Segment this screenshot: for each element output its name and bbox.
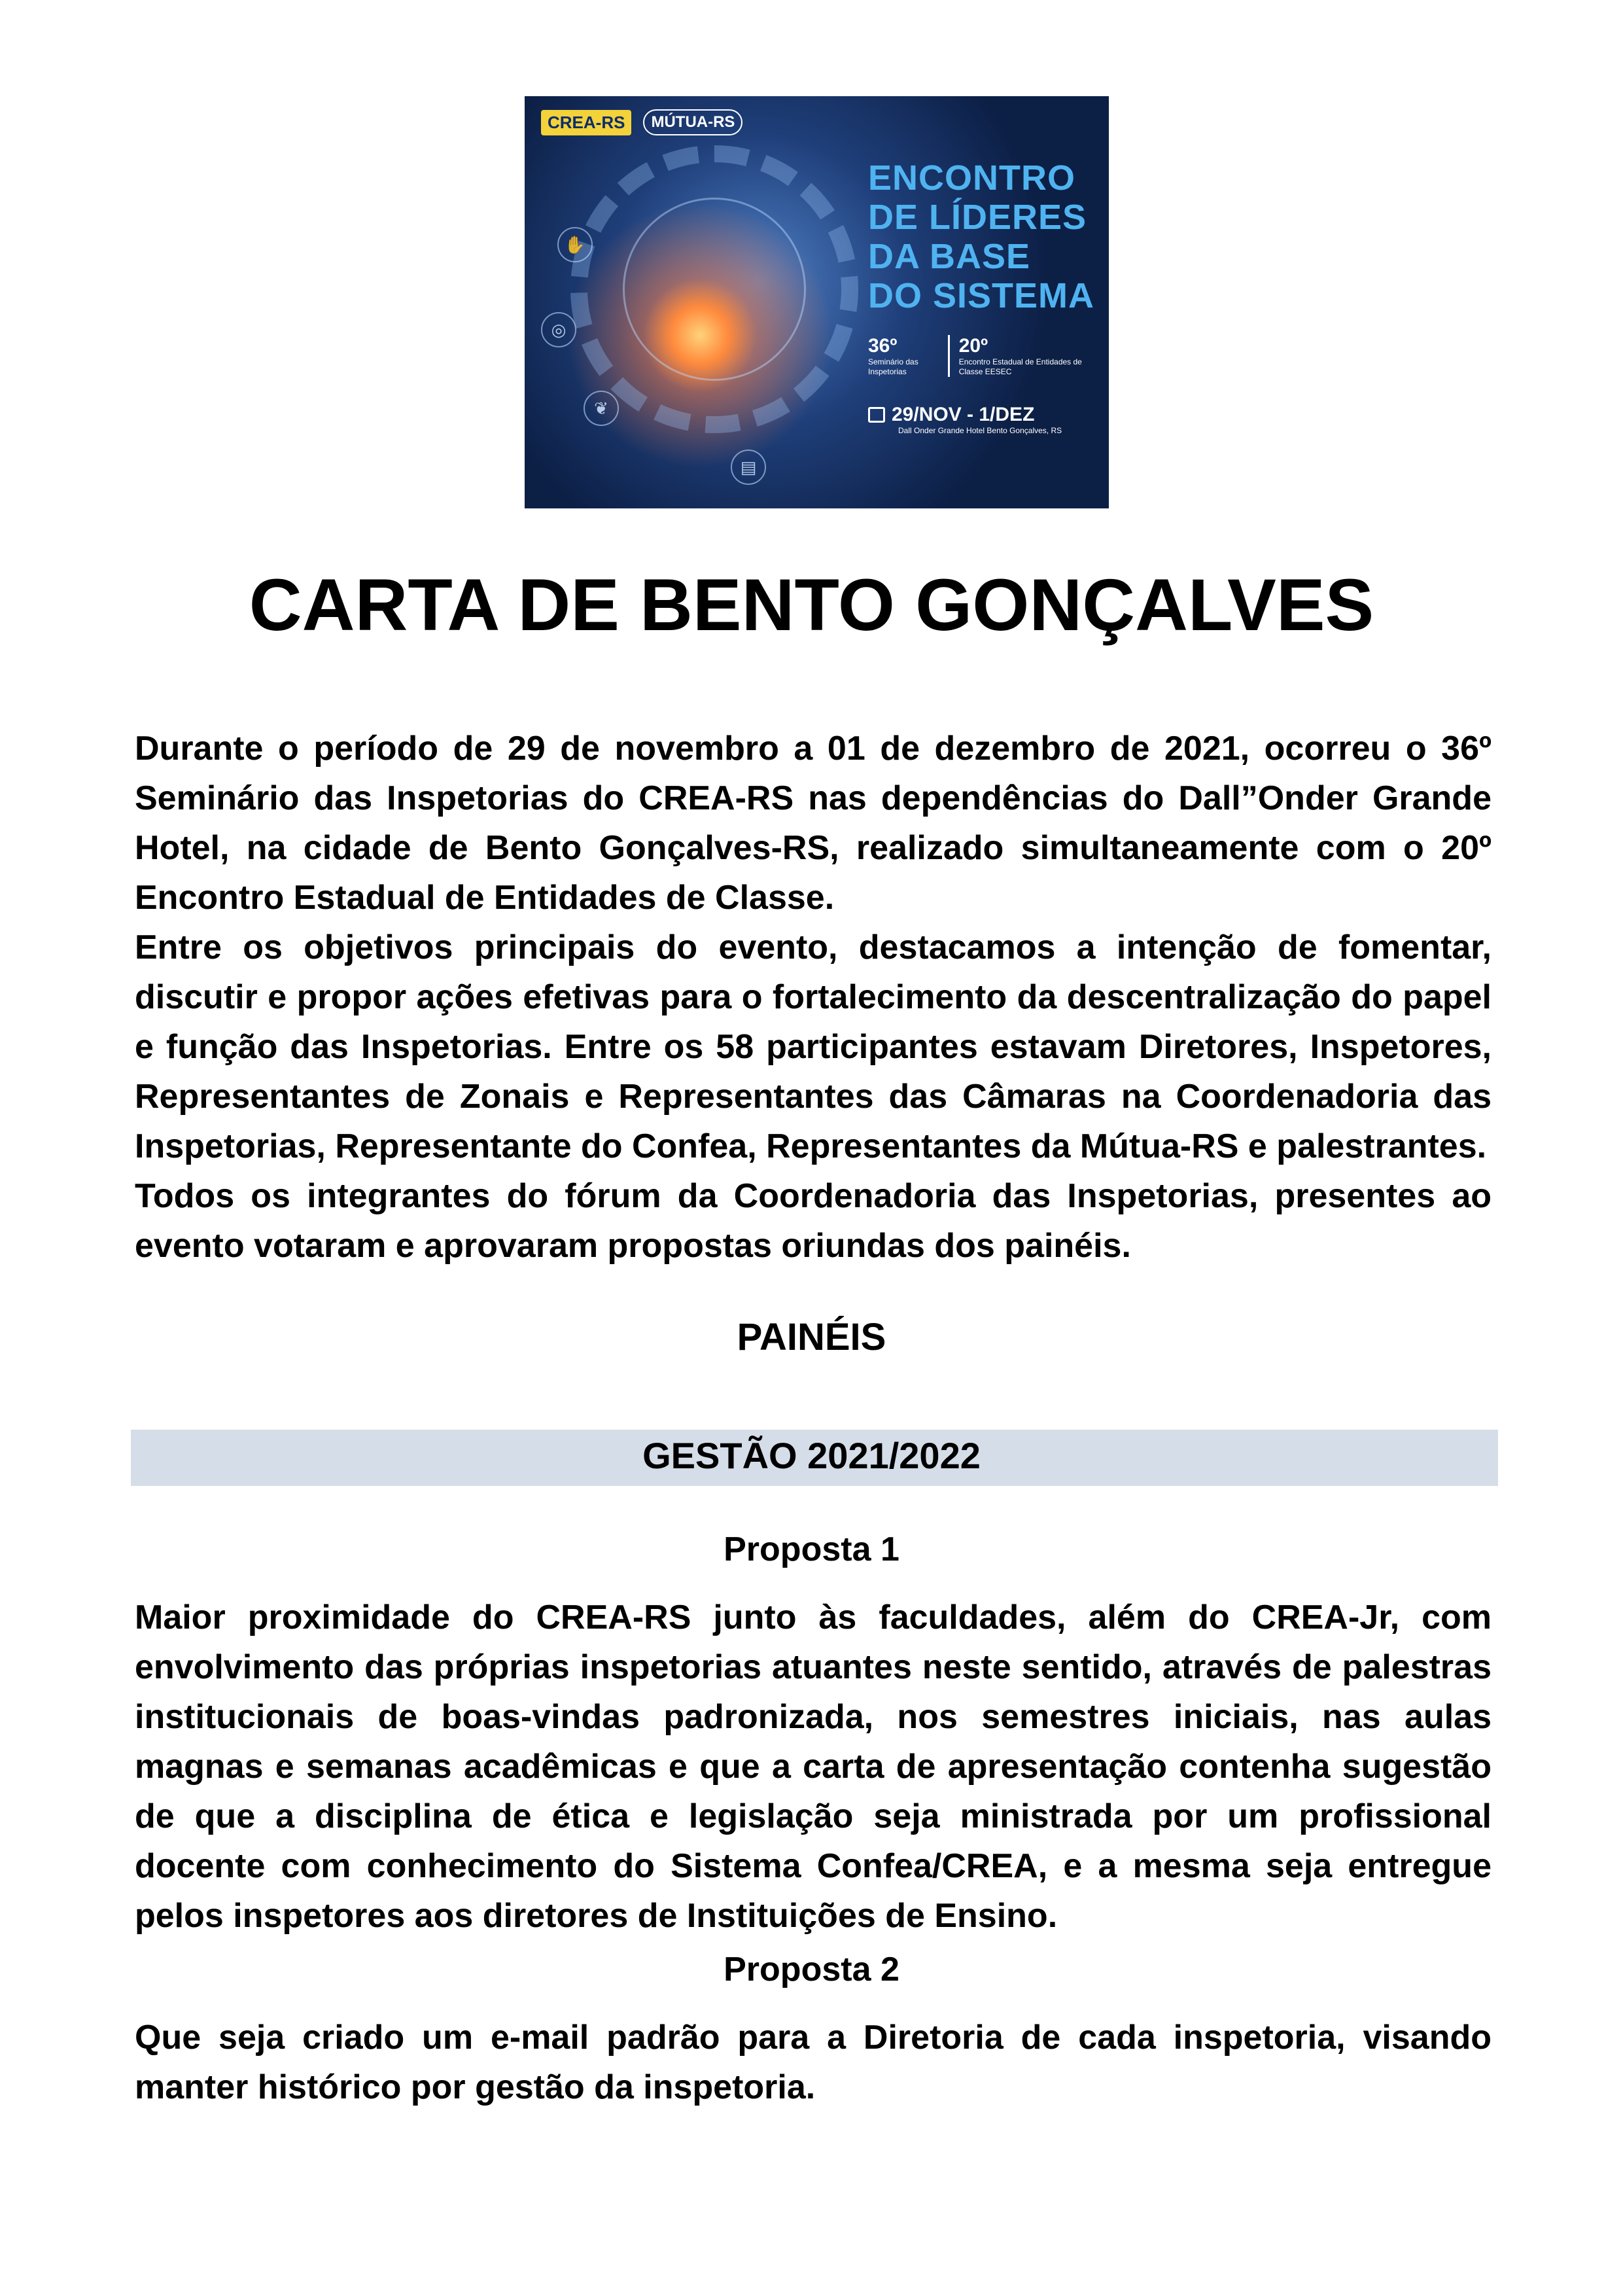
banner-events bbox=[868, 335, 1097, 377]
intro-paragraph-2: Entre os objetivos principais do evento, destacamos a intenção de fomentar, discutir e propor ações efetivas para o fortalecimento da descentralização do papel e função das Inspetorias. Entre os 58 participantes estavam Diretores, Inspetores, Representantes de Zonais e Representantes das Câmaras na Coordenadoria das Inspetorias, Representante do Confea, Representantes da Mútua-RS e palestrantes. bbox=[135, 928, 1492, 1165]
calendar-icon bbox=[868, 407, 885, 423]
proposal-2-text: Que seja criado um e-mail padrão para a Diretoria de cada inspetoria, visando manter histórico por gestão da inspetoria. bbox=[135, 2019, 1492, 2106]
panel-heading: GESTÃO 2021/2022 bbox=[642, 1435, 981, 1476]
proposal-1-label: Proposta 1 bbox=[724, 1530, 899, 1568]
seminar-info bbox=[868, 335, 948, 377]
banner-title-line: DE LÍDERES bbox=[868, 198, 1087, 237]
banner-title-line: DA BASE bbox=[868, 237, 1031, 276]
intro-paragraph-1: Durante o período de 29 de novembro a 01 de dezembro de 2021, ocorreu o 36º Seminário das Inspetorias do CREA-RS nas dependências do Dall”Onder Grande Hotel, na cidade de Bento Gonçalves-RS, realizado simultaneamente com o 20º Encontro Estadual de Entidades de Classe. bbox=[135, 730, 1492, 917]
leaf-icon: ❦ bbox=[584, 391, 619, 426]
event-date: 29/NOV - 1/DEZ bbox=[892, 404, 1035, 425]
seminar-number: 36º bbox=[868, 335, 898, 357]
event-venue: Dall Onder Grande Hotel Bento Gonçalves, RS bbox=[898, 426, 1062, 435]
banner-title-line: ENCONTRO bbox=[868, 158, 1075, 198]
mutua-rs-logo: MÚTUA-RS bbox=[643, 109, 742, 135]
encounter-text: Encontro Estadual de Entidades de Classe EESEC bbox=[958, 357, 1082, 376]
encounter-number: 20º bbox=[958, 335, 988, 357]
section-heading: PAINÉIS bbox=[737, 1316, 886, 1358]
document-title: CARTA DE BENTO GONÇALVES bbox=[249, 564, 1374, 646]
event-banner bbox=[525, 96, 1109, 508]
banner-logos bbox=[541, 109, 742, 135]
target-icon: ◎ bbox=[541, 312, 576, 347]
banner-date bbox=[868, 404, 1062, 436]
intro-paragraph-3: Todos os integrantes do fórum da Coordenadoria das Inspetorias, presentes ao evento votaram e aprovaram propostas oriundas dos painéis. bbox=[135, 1177, 1492, 1265]
crea-rs-logo: CREA-RS bbox=[541, 110, 631, 135]
ring-graphic bbox=[623, 198, 806, 381]
handshake-icon: ✋ bbox=[557, 227, 593, 262]
proposal-2-label: Proposta 2 bbox=[724, 1951, 899, 1988]
proposal-1-text: Maior proximidade do CREA-RS junto às faculdades, além do CREA-Jr, com envolvimento das próprias inspetorias atuantes neste sentido, através de palestras institucionais de boas-vindas padronizada, nos semestres iniciais, nas aulas magnas e semanas acadêmicas e que a carta de apresentação contenha sugestão de que a disciplina de ética e legislação seja ministrada por um profissional docente com conhecimento do Sistema Confea/CREA, e a mesma seja entregue pelos inspetores aos diretores de Instituições de Ensino. bbox=[135, 1598, 1492, 1935]
chart-icon: ▤ bbox=[731, 450, 766, 485]
banner-title bbox=[868, 158, 1094, 315]
seminar-text: Seminário das Inspetorias bbox=[868, 357, 918, 376]
banner-title-line: DO SISTEMA bbox=[868, 276, 1095, 315]
encounter-info bbox=[948, 335, 1097, 377]
